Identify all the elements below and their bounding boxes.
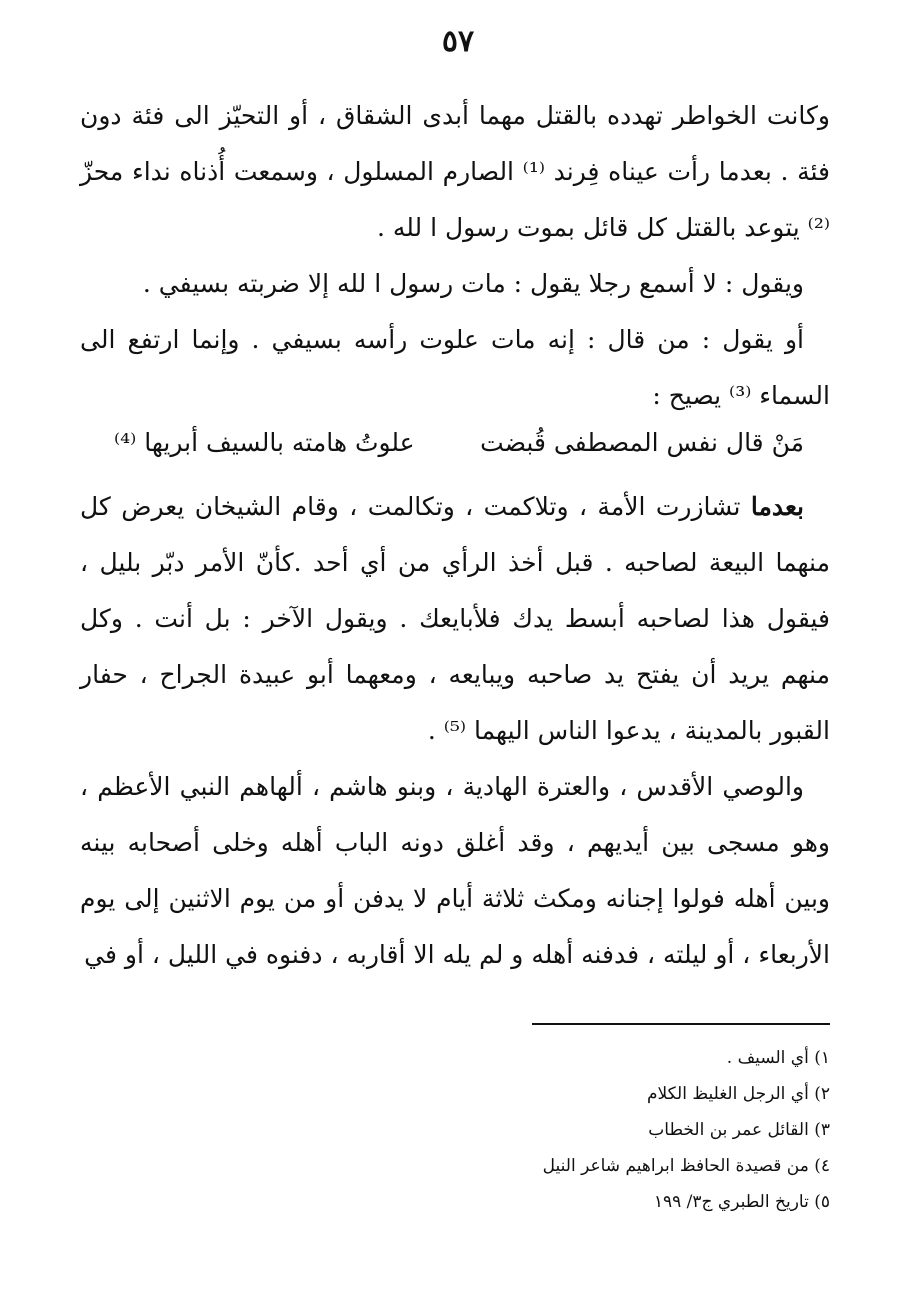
paragraph-3: أو يقول : من قال : إنه مات علوت رأسه بسيفي . وإنما ارتفع الى السماء ⁽³⁾ يصيح :: [80, 325, 830, 410]
paragraph-2: ويقول : لا أسمع رجلا يقول : مات رسول ا لله إلا ضربته بسيفي .: [142, 269, 804, 298]
footnote-3: ٣) القائل عمر بن الخطاب: [648, 1120, 830, 1140]
footnotes: [270, 1040, 830, 1220]
main-text-bottom: [80, 479, 830, 983]
paragraph-4: [80, 479, 830, 759]
verse-second-hemistich: علوتُ هامته بالسيف أبريها ⁽⁴⁾: [114, 428, 415, 457]
poem-verse: [114, 428, 804, 457]
footnote-4: ٤) من قصيدة الحافظ ابراهيم شاعر النيل: [542, 1156, 830, 1176]
footnote-divider: [532, 1023, 830, 1025]
main-text-top: [80, 88, 830, 424]
paragraph-4-text: تشازرت الأمة ، وتلاكمت ، وتكالمت ، وقام الشيخان يعرض كل منهما البيعة لصاحبه . قبل أخذ الرأي من أي أحد .كأنّ الأمر دبّر بليل ، فيقول هذا لصاحبه أبسط يدك فلأبايعك . ويقول الآخر : بل أنت . وكل منهم يريد أن يفتح يد صاحبه ويبايعه ، ومعهما أبو عبيدة الجراح ، حفار القبور بالمدينة ، يدعوا الناس اليهما ⁽⁵⁾ .: [80, 492, 830, 745]
verse-first-hemistich: مَنْ قال نفس المصطفى قُبضت: [480, 428, 804, 457]
footnote-1: ١) أي السيف .: [726, 1048, 830, 1068]
footnote-5: ٥) تاريخ الطبري ج٣/ ١٩٩: [653, 1192, 830, 1212]
footnote-2: ٢) أي الرجل الغليظ الكلام: [646, 1084, 830, 1104]
page-number: ٥٧: [441, 24, 475, 59]
paragraph-1: وكانت الخواطر تهدده بالقتل مهما أبدى الشقاق ، أو التحيّز الى فئة دون فئة . بعدما رأت عيناه فِرند ⁽¹⁾ الصارم المسلول ، وسمعت أُذناه نداء محزّ ⁽²⁾ يتوعد بالقتل كل قائل بموت رسول ا لله .: [80, 101, 830, 242]
paragraph-5: والوصي الأقدس ، والعترة الهادية ، وبنو هاشم ، ألهاهم النبي الأعظم ، وهو مسجى بين أيديهم ، وقد أغلق دونه الباب أهله وخلى أصحابه بينه وبين أهله فولوا إجنانه ومكث ثلاثة أيام لا يدفن أو من يوم الاثنين إلى يوم الأربعاء ، أو ليلته ، فدفنه أهله و لم يله الا أقاربه ، دفنوه في الليل ، أو في: [80, 772, 830, 969]
paragraph-4-lead: بعدما: [750, 492, 804, 521]
